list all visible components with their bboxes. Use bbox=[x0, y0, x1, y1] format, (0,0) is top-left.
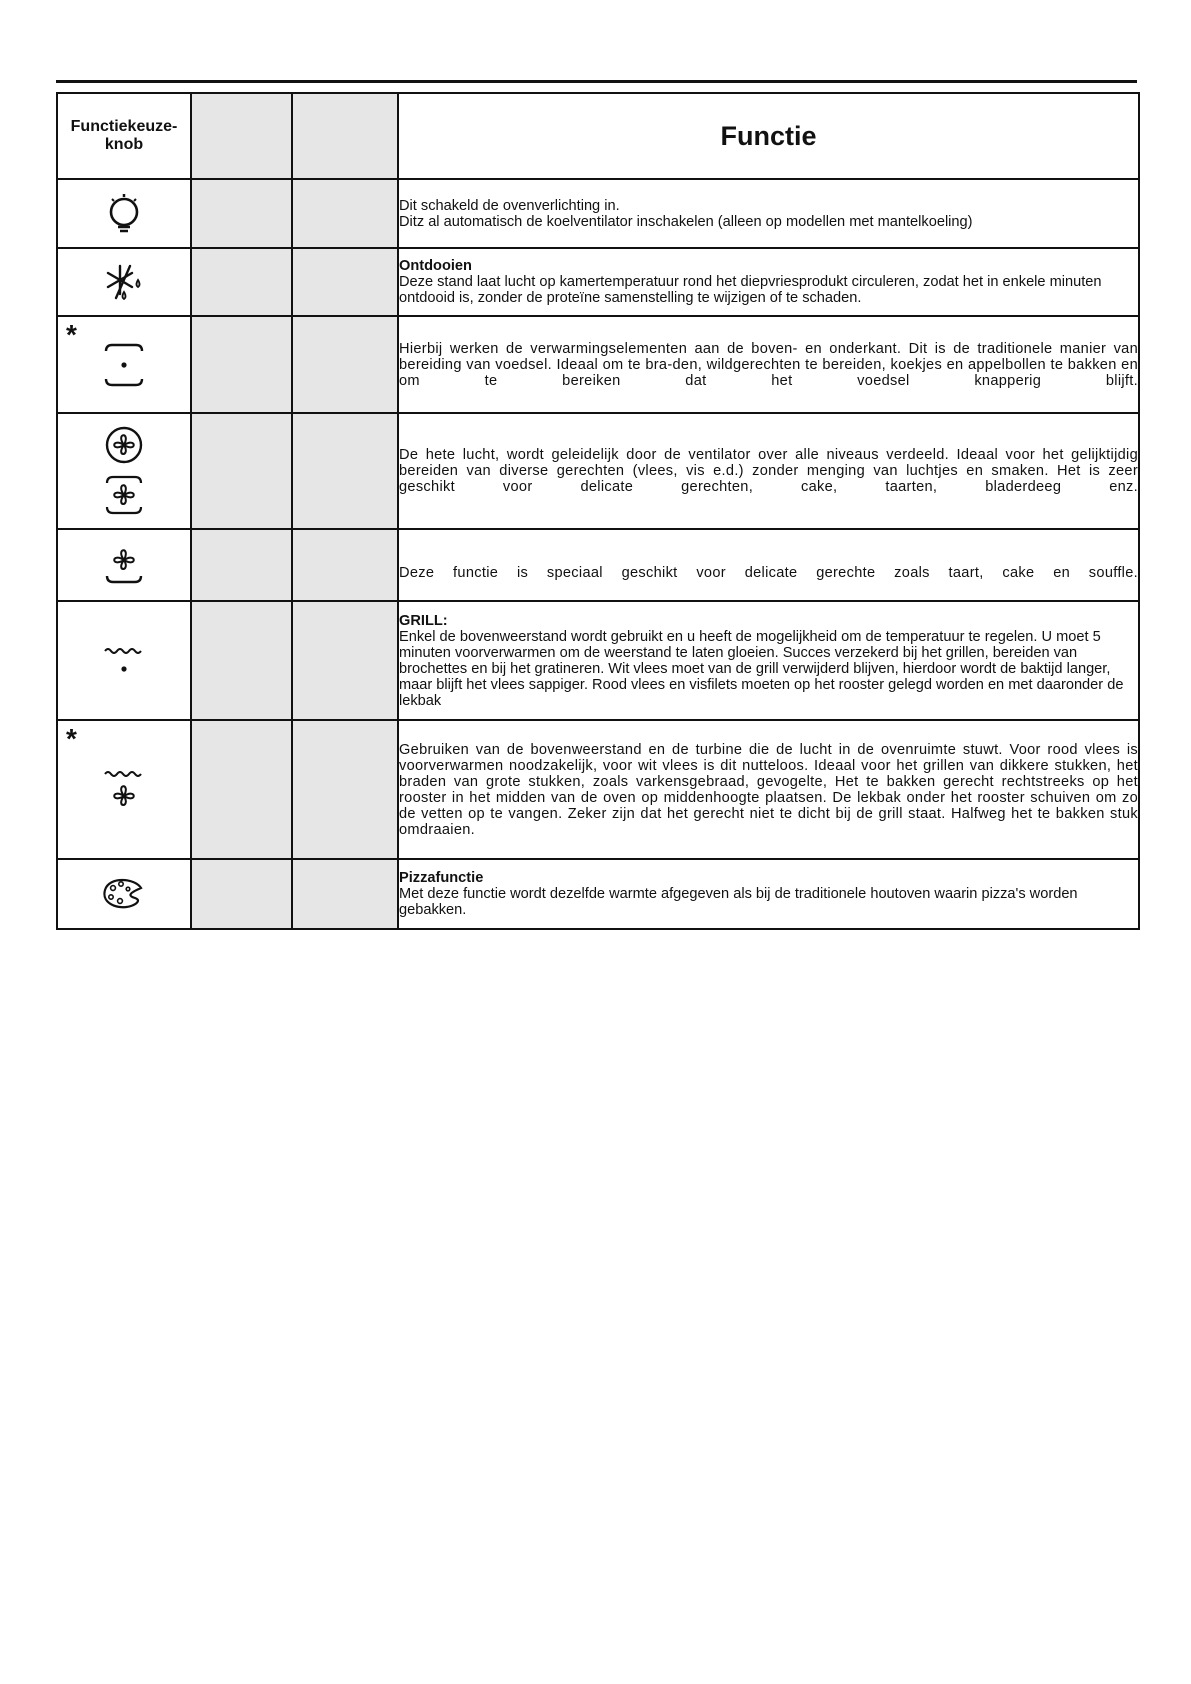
blank-cell bbox=[292, 859, 398, 929]
icon-cell bbox=[57, 316, 191, 413]
table-row bbox=[57, 316, 1139, 413]
table-row bbox=[57, 529, 1139, 601]
function-description bbox=[398, 529, 1139, 601]
function-description bbox=[398, 179, 1139, 248]
table-row bbox=[57, 859, 1139, 929]
fan-heat-icon bbox=[101, 423, 147, 519]
asterisk-marker: * bbox=[66, 319, 77, 350]
icon-cell bbox=[57, 601, 191, 720]
header-blank-1 bbox=[191, 93, 292, 179]
lamp-icon bbox=[104, 190, 144, 238]
header-knob bbox=[57, 93, 191, 179]
icon-cell bbox=[57, 720, 191, 859]
blank-cell bbox=[292, 179, 398, 248]
function-title: GRILL: bbox=[399, 612, 448, 629]
blank-cell bbox=[292, 529, 398, 601]
function-description bbox=[398, 720, 1139, 859]
blank-cell bbox=[191, 720, 292, 859]
top-bottom-heat-icon bbox=[102, 341, 146, 389]
table-row bbox=[57, 720, 1139, 859]
description-text: Deze stand laat lucht op kamertemperatuur rond het diepvriesprodukt circuleren, zodat het in enkele minuten ontdooid is, zonder de proteïne samenstelling te wijzigen of te schaden. bbox=[399, 274, 1102, 306]
blank-cell bbox=[292, 413, 398, 529]
description-text: Enkel de bovenweerstand wordt gebruikt en u heeft de mogelijkheid om de temperatuur te regelen. U moet 5 minuten voorverwarmen om de weerstand te laten gloeien. Succes verzekerd bij het grillen, bereiden van brochettes en bij het gratineren. Wit vlees moet van de grill verwijderd blijven, hierdoor wordt de baktijd langer, maar blijft het vlees sappiger. Rood vlees en visfilets moeten op het rooster gelegd worden en met daaronder de lekbak bbox=[399, 628, 1124, 709]
blank-cell bbox=[292, 316, 398, 413]
blank-cell bbox=[191, 601, 292, 720]
blank-cell bbox=[191, 529, 292, 601]
blank-cell bbox=[292, 720, 398, 859]
icon-cell bbox=[57, 413, 191, 529]
blank-cell bbox=[191, 316, 292, 413]
function-table bbox=[56, 92, 1140, 930]
table-row bbox=[57, 179, 1139, 248]
header-blank-2 bbox=[292, 93, 398, 179]
blank-cell bbox=[191, 413, 292, 529]
description-text: De hete lucht, wordt geleidelijk door de ventilator over alle niveaus verdeeld. Ideaal voor het gelijktijdig bereiden van diverse gerechten (vlees, vis e.d.) zonder menging van luchtjes en smaken. Het is zeer geschikt voor delicate gerechten, cake, taarten, bladerdeeg enz. bbox=[399, 447, 1138, 495]
description-text: Met deze functie wordt dezelfde warmte afgegeven als bij de traditionele houtoven waarin pizza's worden gebakken. bbox=[399, 886, 1078, 918]
function-description bbox=[398, 601, 1139, 720]
defrost-icon bbox=[102, 262, 146, 302]
function-description bbox=[398, 859, 1139, 929]
header-function: Functie bbox=[398, 93, 1139, 179]
icon-cell bbox=[57, 248, 191, 316]
table-row bbox=[57, 248, 1139, 316]
blank-cell bbox=[191, 859, 292, 929]
description-text: Gebruiken van de bovenweerstand en de turbine die de lucht in de ovenruimte stuwt. Voor rood vlees is voorverwarmen noodzakelijk, voor wit vlees is dit nutteloos. Ideaal voor het grillen van dikkere stukken, het braden van grote stukken, zoals varkensgebraad, gevogelte, Het te bakken gerecht rechtstreeks op het rooster in het midden van de oven op middenhoogte plaatsen. De lekbak onder het rooster schuiven om zo de vetten op te vangen. Zeker zijn dat het gerecht niet te dicht bij de grill staat. Halfweg het te bakken stuk omdraaien. bbox=[399, 741, 1138, 838]
pizza-icon bbox=[101, 876, 147, 912]
function-title: Ontdooien bbox=[399, 258, 472, 274]
top-rule bbox=[56, 80, 1137, 83]
table-row bbox=[57, 413, 1139, 529]
description-text: Deze functie is speciaal geschikt voor delicate gerechte zoals taart, cake en souffle. bbox=[399, 565, 1138, 581]
grill-icon bbox=[101, 643, 147, 679]
blank-cell bbox=[292, 601, 398, 720]
function-description bbox=[398, 413, 1139, 529]
blank-cell bbox=[191, 248, 292, 316]
header-knob-label: Functiekeuze- knob bbox=[70, 118, 178, 153]
description-text: Hierbij werken de verwarmingselementen aan de boven- en onderkant. Dit is de traditionele manier van bereiding van voedsel. Ideaal om te bra-den, wildgerechten te bereiden, koekjes en appelbollen te bakken en om te bereiken dat het voedsel knapperig blijft. bbox=[399, 340, 1138, 389]
table-header-row bbox=[57, 93, 1139, 179]
icon-cell bbox=[57, 529, 191, 601]
function-description bbox=[398, 248, 1139, 316]
fan-bottom-heat-icon bbox=[101, 540, 147, 590]
icon-cell bbox=[57, 179, 191, 248]
table-row bbox=[57, 601, 1139, 720]
asterisk-marker: * bbox=[66, 723, 77, 754]
blank-cell bbox=[292, 248, 398, 316]
function-title: Pizzafunctie bbox=[399, 870, 484, 886]
function-description bbox=[398, 316, 1139, 413]
description-text: Dit schakeld de ovenverlichting in. Ditz al automatisch de koelventilator inschakelen (alleen op modellen met mantelkoeling) bbox=[399, 197, 973, 230]
fan-grill-icon bbox=[101, 768, 147, 812]
icon-cell bbox=[57, 859, 191, 929]
blank-cell bbox=[191, 179, 292, 248]
